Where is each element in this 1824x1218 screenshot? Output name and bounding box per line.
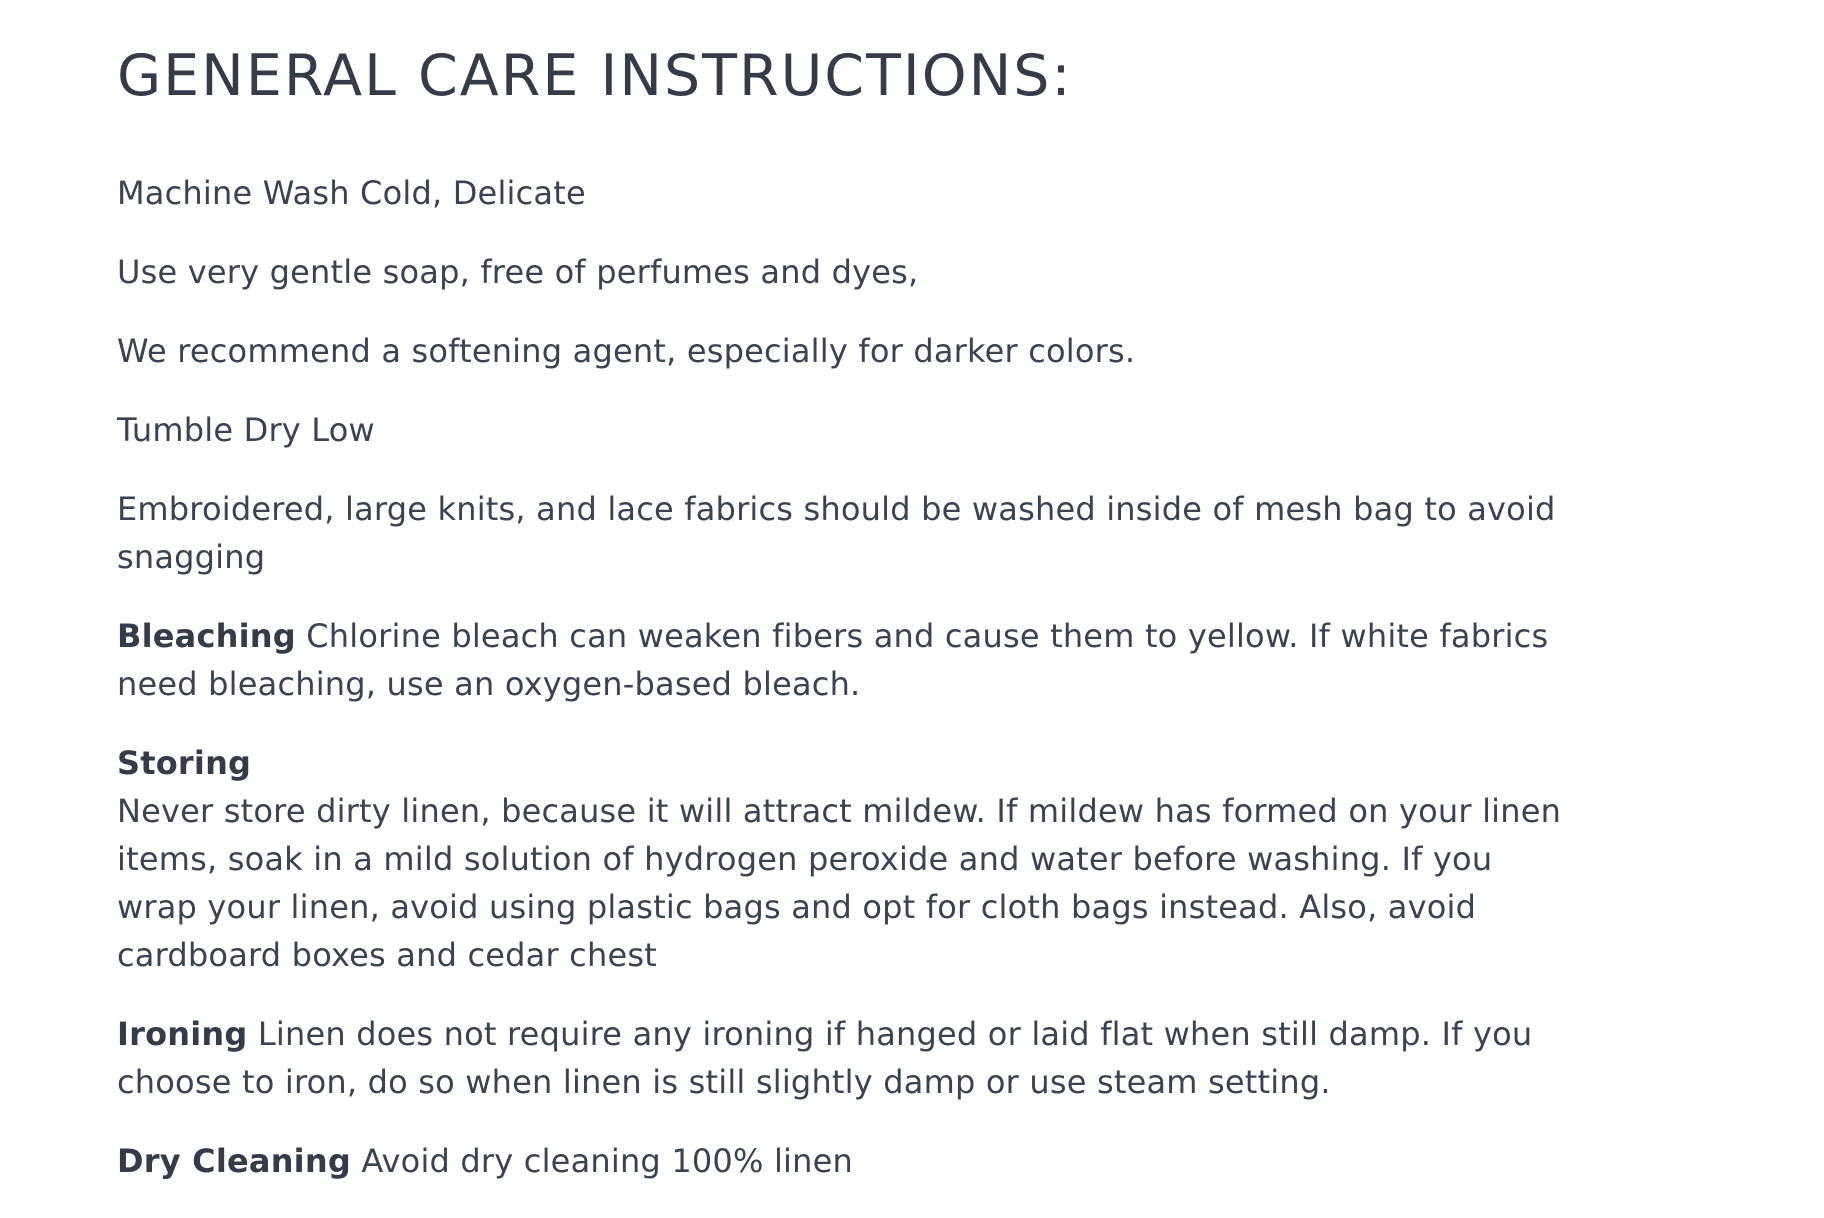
storing-text: Never store dirty linen, because it will attract mildew. If mildew has formed on your linen items, soak in a mild solution of hydrogen peroxide and water before washing. If you wrap your linen, avoid using plastic bags and opt for cloth bags instead. Also, avoid cardboard boxes and cedar chest (117, 792, 1562, 974)
page-title: GENERAL CARE INSTRUCTIONS: (117, 43, 1073, 109)
mesh-bag-instruction: Embroidered, large knits, and lace fabrics should be washed inside of mesh bag to avoid snagging (117, 490, 1556, 576)
bleaching-label: Bleaching (117, 617, 296, 655)
ironing-label: Ironing (117, 1015, 248, 1053)
softener-instruction: We recommend a softening agent, especially for darker colors. (117, 332, 1136, 370)
dry-cleaning-text: Avoid dry cleaning 100% linen (361, 1142, 854, 1180)
storing-label: Storing (117, 744, 252, 782)
dry-instruction: Tumble Dry Low (117, 411, 375, 449)
dry-cleaning-section (117, 1137, 1577, 1185)
care-instructions-content (117, 36, 1577, 1216)
dry-cleaning-label: Dry Cleaning (117, 1142, 351, 1180)
ironing-text: Linen does not require any ironing if hanged or laid flat when still damp. If you choose to iron, do so when linen is still slightly damp or use steam setting. (117, 1015, 1533, 1101)
wash-instruction: Machine Wash Cold, Delicate (117, 174, 586, 212)
bleaching-section (117, 612, 1577, 708)
storing-section (117, 739, 1577, 979)
soap-instruction: Use very gentle soap, free of perfumes and dyes, (117, 253, 919, 291)
bleaching-text: Chlorine bleach can weaken fibers and cause them to yellow. If white fabrics need bleaching, use an oxygen-based bleach. (117, 617, 1549, 703)
ironing-section (117, 1010, 1577, 1106)
